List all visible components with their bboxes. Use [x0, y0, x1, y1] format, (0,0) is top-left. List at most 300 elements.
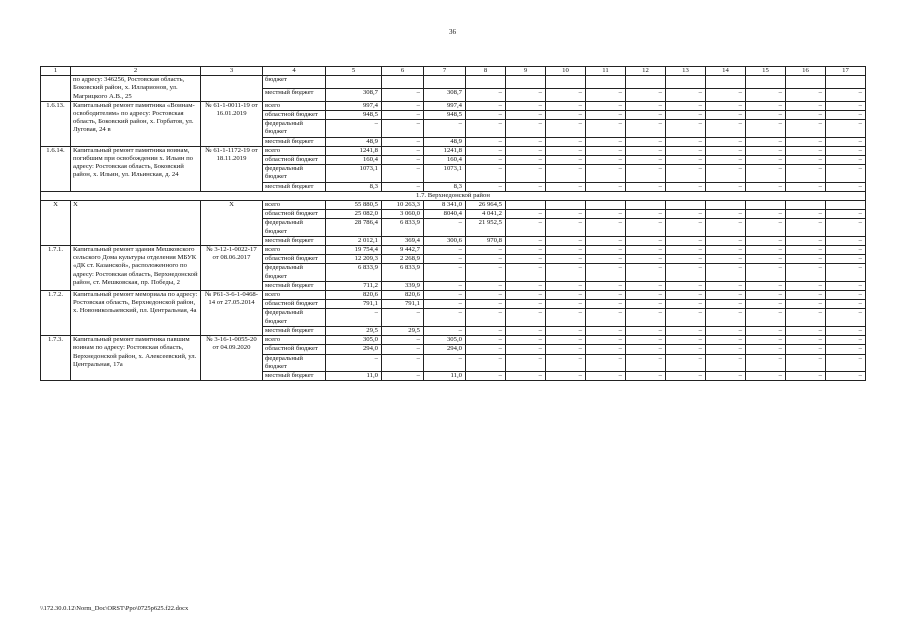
value-cell: –	[666, 345, 706, 354]
value-cell: –	[506, 156, 546, 165]
value-cell: 48,9	[424, 137, 466, 146]
value-cell: –	[746, 291, 786, 300]
value-cell: 160,4	[424, 156, 466, 165]
column-number: 14	[706, 67, 746, 76]
value-cell: –	[786, 326, 826, 335]
value-cell: –	[586, 336, 626, 345]
funding-source: федеральный бюджет	[263, 165, 326, 182]
value-cell: 10 263,3	[382, 201, 424, 210]
value-cell: –	[424, 219, 466, 236]
value-cell: 6 833,9	[382, 264, 424, 281]
value-cell: –	[826, 146, 866, 155]
value-cell	[586, 76, 626, 89]
value-cell: –	[706, 137, 746, 146]
table-row	[41, 101, 866, 110]
value-cell: –	[786, 219, 826, 236]
value-cell: –	[326, 354, 382, 371]
value-cell: 997,4	[326, 101, 382, 110]
value-cell: –	[326, 309, 382, 326]
column-number-row	[41, 67, 866, 76]
value-cell: –	[586, 146, 626, 155]
value-cell: –	[826, 111, 866, 120]
value-cell: –	[506, 182, 546, 191]
value-cell: –	[706, 111, 746, 120]
value-cell: –	[626, 111, 666, 120]
value-cell: –	[626, 146, 666, 155]
funding-source: местный бюджет	[263, 281, 326, 290]
value-cell: –	[826, 137, 866, 146]
value-cell: –	[826, 300, 866, 309]
item-document: Х	[201, 201, 263, 246]
value-cell: –	[706, 89, 746, 102]
column-number: 6	[382, 67, 424, 76]
value-cell: –	[706, 326, 746, 335]
value-cell: 294,0	[326, 345, 382, 354]
item-description: Капитальный ремонт здания Мешковского сельского Дома культуры отделения МБУК «ДК ст. Казанской», расположенного по адресу: Ростовская область, Верхнедонской район, ст. Мешковская, пр. Победы, 2	[71, 246, 201, 291]
value-cell: –	[382, 101, 424, 110]
value-cell: –	[826, 336, 866, 345]
value-cell: –	[666, 264, 706, 281]
value-cell: –	[382, 120, 424, 137]
value-cell: –	[746, 146, 786, 155]
funding-source: всего	[263, 101, 326, 110]
value-cell	[786, 76, 826, 89]
value-cell: –	[746, 246, 786, 255]
value-cell: 11,0	[424, 371, 466, 380]
value-cell: 1241,8	[424, 146, 466, 155]
value-cell: –	[666, 137, 706, 146]
column-number: 7	[424, 67, 466, 76]
value-cell: –	[466, 345, 506, 354]
value-cell: –	[666, 336, 706, 345]
value-cell: –	[826, 309, 866, 326]
value-cell: –	[826, 255, 866, 264]
value-cell: –	[466, 354, 506, 371]
table-row	[41, 291, 866, 300]
value-cell: –	[382, 336, 424, 345]
table-row	[41, 146, 866, 155]
value-cell: –	[786, 101, 826, 110]
value-cell: –	[586, 255, 626, 264]
value-cell: –	[506, 336, 546, 345]
value-cell	[382, 76, 424, 89]
value-cell: –	[546, 111, 586, 120]
value-cell: –	[586, 281, 626, 290]
value-cell	[326, 76, 382, 89]
value-cell: –	[546, 326, 586, 335]
value-cell: –	[666, 371, 706, 380]
file-path-footer: \\172.30.0.12\Norm_Doc\ORST\Ppo\0725p625.f22.docx	[40, 605, 189, 612]
value-cell: 308,7	[424, 89, 466, 102]
value-cell: –	[706, 354, 746, 371]
value-cell: –	[706, 101, 746, 110]
value-cell: –	[746, 371, 786, 380]
value-cell: –	[382, 156, 424, 165]
value-cell: –	[586, 326, 626, 335]
value-cell: –	[706, 156, 746, 165]
value-cell: –	[786, 264, 826, 281]
column-number: 5	[326, 67, 382, 76]
item-number: 1.7.2.	[41, 291, 71, 336]
value-cell: –	[424, 264, 466, 281]
value-cell: –	[746, 236, 786, 245]
value-cell: –	[746, 120, 786, 137]
value-cell: –	[466, 165, 506, 182]
value-cell	[626, 201, 666, 210]
column-number: 3	[201, 67, 263, 76]
value-cell	[826, 201, 866, 210]
value-cell: –	[586, 111, 626, 120]
value-cell: –	[826, 219, 866, 236]
value-cell: –	[586, 354, 626, 371]
value-cell: –	[506, 137, 546, 146]
value-cell: –	[786, 210, 826, 219]
item-document: № 61-1-1172-19 от 18.11.2019	[201, 146, 263, 191]
value-cell: 791,1	[382, 300, 424, 309]
value-cell: –	[466, 182, 506, 191]
value-cell: 305,0	[424, 336, 466, 345]
value-cell: –	[666, 354, 706, 371]
item-number: Х	[41, 201, 71, 246]
value-cell: –	[506, 146, 546, 155]
value-cell: –	[706, 182, 746, 191]
value-cell: –	[546, 264, 586, 281]
value-cell: –	[706, 255, 746, 264]
value-cell: –	[466, 291, 506, 300]
value-cell: –	[586, 371, 626, 380]
value-cell: –	[466, 371, 506, 380]
value-cell	[546, 201, 586, 210]
value-cell: –	[706, 236, 746, 245]
value-cell: –	[666, 156, 706, 165]
value-cell: –	[666, 291, 706, 300]
value-cell: –	[626, 264, 666, 281]
value-cell: –	[826, 246, 866, 255]
value-cell	[466, 76, 506, 89]
value-cell: 19 754,4	[326, 246, 382, 255]
value-cell: 948,5	[424, 111, 466, 120]
funding-source: местный бюджет	[263, 89, 326, 102]
funding-source: федеральный бюджет	[263, 120, 326, 137]
value-cell: –	[826, 326, 866, 335]
item-document	[201, 76, 263, 102]
value-cell: –	[786, 354, 826, 371]
value-cell: –	[786, 182, 826, 191]
value-cell: –	[546, 371, 586, 380]
value-cell: –	[826, 156, 866, 165]
value-cell: 8040,4	[424, 210, 466, 219]
value-cell: –	[826, 182, 866, 191]
value-cell	[506, 201, 546, 210]
value-cell: 160,4	[326, 156, 382, 165]
value-cell: –	[826, 354, 866, 371]
value-cell: –	[666, 281, 706, 290]
value-cell: –	[626, 210, 666, 219]
value-cell: –	[746, 309, 786, 326]
value-cell: 820,6	[382, 291, 424, 300]
value-cell: 2 012,1	[326, 236, 382, 245]
value-cell: –	[506, 326, 546, 335]
value-cell: 4 041,2	[466, 210, 506, 219]
value-cell: –	[666, 300, 706, 309]
value-cell: –	[586, 101, 626, 110]
value-cell: –	[746, 137, 786, 146]
value-cell	[666, 201, 706, 210]
value-cell: –	[746, 264, 786, 281]
value-cell: –	[666, 165, 706, 182]
column-number: 11	[586, 67, 626, 76]
value-cell: –	[706, 210, 746, 219]
value-cell: –	[506, 165, 546, 182]
value-cell: –	[546, 281, 586, 290]
value-cell: –	[382, 371, 424, 380]
value-cell: –	[666, 182, 706, 191]
value-cell: –	[586, 246, 626, 255]
value-cell: –	[786, 371, 826, 380]
value-cell: –	[786, 300, 826, 309]
value-cell: –	[746, 326, 786, 335]
value-cell: –	[466, 146, 506, 155]
value-cell: –	[666, 219, 706, 236]
value-cell: –	[466, 326, 506, 335]
value-cell: –	[424, 326, 466, 335]
value-cell: –	[826, 371, 866, 380]
value-cell: 29,5	[382, 326, 424, 335]
value-cell: –	[506, 219, 546, 236]
value-cell: –	[666, 111, 706, 120]
value-cell: –	[746, 300, 786, 309]
value-cell: 12 209,3	[326, 255, 382, 264]
value-cell: 948,5	[326, 111, 382, 120]
funding-source: местный бюджет	[263, 236, 326, 245]
value-cell	[666, 76, 706, 89]
value-cell: –	[546, 246, 586, 255]
value-cell: –	[466, 246, 506, 255]
value-cell: –	[546, 300, 586, 309]
value-cell: 21 952,5	[466, 219, 506, 236]
funding-source: федеральный бюджет	[263, 309, 326, 326]
value-cell: –	[466, 264, 506, 281]
value-cell: –	[626, 336, 666, 345]
column-number: 9	[506, 67, 546, 76]
value-cell: –	[626, 101, 666, 110]
value-cell: 300,6	[424, 236, 466, 245]
value-cell: 820,6	[326, 291, 382, 300]
value-cell: –	[586, 182, 626, 191]
value-cell: –	[826, 165, 866, 182]
value-cell: –	[706, 281, 746, 290]
value-cell: –	[746, 111, 786, 120]
value-cell: –	[506, 309, 546, 326]
column-number: 1	[41, 67, 71, 76]
value-cell: –	[424, 246, 466, 255]
value-cell: –	[382, 137, 424, 146]
table-row	[41, 246, 866, 255]
value-cell: –	[746, 156, 786, 165]
value-cell: –	[626, 165, 666, 182]
value-cell: –	[546, 120, 586, 137]
funding-source: федеральный бюджет	[263, 354, 326, 371]
value-cell: –	[626, 326, 666, 335]
value-cell: –	[466, 255, 506, 264]
value-cell: –	[424, 281, 466, 290]
value-cell: –	[666, 236, 706, 245]
value-cell: –	[706, 219, 746, 236]
value-cell: –	[666, 146, 706, 155]
value-cell	[626, 76, 666, 89]
value-cell: –	[786, 309, 826, 326]
funding-source: областной бюджет	[263, 255, 326, 264]
value-cell: –	[586, 156, 626, 165]
value-cell: 294,0	[424, 345, 466, 354]
value-cell: –	[586, 264, 626, 281]
funding-source: местный бюджет	[263, 182, 326, 191]
value-cell: –	[586, 219, 626, 236]
value-cell: –	[746, 182, 786, 191]
funding-source: всего	[263, 146, 326, 155]
value-cell: –	[506, 111, 546, 120]
value-cell: –	[666, 246, 706, 255]
value-cell: –	[786, 137, 826, 146]
value-cell	[546, 76, 586, 89]
item-number	[41, 76, 71, 102]
value-cell: –	[786, 146, 826, 155]
value-cell: –	[382, 89, 424, 102]
value-cell: –	[826, 210, 866, 219]
value-cell: –	[626, 219, 666, 236]
funding-source: областной бюджет	[263, 345, 326, 354]
value-cell: –	[626, 120, 666, 137]
value-cell: –	[586, 345, 626, 354]
table-row	[41, 76, 866, 89]
item-description: Капитальный ремонт памятника воинам, погибшим при освобождении х. Ильин по адресу: Ростовская область, Боковский район, х. Ильин, ул. Ильинская, д. 24	[71, 146, 201, 191]
value-cell: 1073,1	[424, 165, 466, 182]
value-cell: 29,5	[326, 326, 382, 335]
value-cell: –	[746, 336, 786, 345]
value-cell: –	[626, 354, 666, 371]
value-cell: –	[706, 336, 746, 345]
value-cell: –	[546, 182, 586, 191]
value-cell: –	[706, 120, 746, 137]
value-cell: 6 833,9	[382, 219, 424, 236]
value-cell: –	[786, 165, 826, 182]
value-cell: –	[706, 146, 746, 155]
value-cell: 26 964,5	[466, 201, 506, 210]
value-cell: 339,9	[382, 281, 424, 290]
value-cell: 997,4	[424, 101, 466, 110]
value-cell: 791,1	[326, 300, 382, 309]
value-cell	[826, 76, 866, 89]
value-cell: –	[424, 291, 466, 300]
item-number: 1.7.3.	[41, 336, 71, 381]
value-cell: 305,0	[326, 336, 382, 345]
value-cell: –	[466, 300, 506, 309]
value-cell: –	[626, 89, 666, 102]
funding-source: местный бюджет	[263, 371, 326, 380]
value-cell: –	[546, 89, 586, 102]
value-cell: –	[626, 236, 666, 245]
section-row	[41, 191, 866, 200]
value-cell: –	[706, 300, 746, 309]
funding-source: федеральный бюджет	[263, 264, 326, 281]
value-cell: –	[786, 281, 826, 290]
value-cell: –	[506, 255, 546, 264]
value-cell: –	[666, 89, 706, 102]
value-cell: –	[626, 345, 666, 354]
value-cell: –	[706, 309, 746, 326]
funding-source: областной бюджет	[263, 300, 326, 309]
value-cell: –	[666, 326, 706, 335]
funding-source: бюджет	[263, 76, 326, 89]
value-cell: –	[382, 165, 424, 182]
funding-source: всего	[263, 291, 326, 300]
value-cell: –	[382, 345, 424, 354]
value-cell: –	[746, 165, 786, 182]
value-cell: –	[786, 291, 826, 300]
value-cell: –	[786, 345, 826, 354]
value-cell: –	[826, 236, 866, 245]
value-cell	[746, 201, 786, 210]
item-description: Капитальный ремонт мемориала по адресу: Ростовская область, Верхнедонской район, х. Новоникольаевский, пл. Центральная, 4а	[71, 291, 201, 336]
value-cell: –	[506, 354, 546, 371]
value-cell: –	[586, 291, 626, 300]
item-document: № Р61-3-6-1-0468-14 от 27.05.2014	[201, 291, 263, 336]
value-cell: –	[746, 354, 786, 371]
item-description: Капитальный ремонт памятника «Воинам-освободителям» по адресу: Ростовская область, Боковский район, х. Горбатов, ул. Луговая, 24 в	[71, 101, 201, 146]
page-number: 36	[449, 28, 456, 36]
value-cell: –	[746, 219, 786, 236]
funding-source: всего	[263, 336, 326, 345]
value-cell: –	[546, 137, 586, 146]
value-cell: 369,4	[382, 236, 424, 245]
item-document: № 61-1-0011-19 от 16.01.2019	[201, 101, 263, 146]
value-cell: 308,7	[326, 89, 382, 102]
value-cell: –	[546, 345, 586, 354]
value-cell: –	[506, 300, 546, 309]
value-cell: –	[826, 345, 866, 354]
value-cell: –	[382, 182, 424, 191]
value-cell: –	[506, 210, 546, 219]
item-document: № 3-12-1-0022-17 от 08.06.2017	[201, 246, 263, 291]
value-cell: –	[746, 255, 786, 264]
value-cell: –	[626, 137, 666, 146]
value-cell: –	[466, 156, 506, 165]
value-cell: –	[466, 120, 506, 137]
value-cell: –	[586, 236, 626, 245]
value-cell: –	[586, 300, 626, 309]
item-description: по адресу: 346256, Ростовская область, Боковский район, х. Илларионов, ул. Магрицкого А.В., 25	[71, 76, 201, 102]
value-cell: –	[706, 165, 746, 182]
value-cell: –	[746, 281, 786, 290]
value-cell: –	[506, 120, 546, 137]
value-cell: –	[586, 309, 626, 326]
value-cell: 55 880,5	[326, 201, 382, 210]
value-cell: –	[786, 236, 826, 245]
value-cell: 11,0	[326, 371, 382, 380]
value-cell: –	[826, 264, 866, 281]
value-cell: –	[666, 101, 706, 110]
value-cell: –	[746, 89, 786, 102]
item-document: № 3-16-1-0055-20 от 04.09.2020	[201, 336, 263, 381]
funding-source: областной бюджет	[263, 156, 326, 165]
value-cell: –	[586, 137, 626, 146]
value-cell: 48,9	[326, 137, 382, 146]
value-cell: –	[666, 309, 706, 326]
value-cell: –	[786, 156, 826, 165]
value-cell: 8 341,0	[424, 201, 466, 210]
item-number: 1.6.14.	[41, 146, 71, 191]
value-cell: –	[506, 281, 546, 290]
